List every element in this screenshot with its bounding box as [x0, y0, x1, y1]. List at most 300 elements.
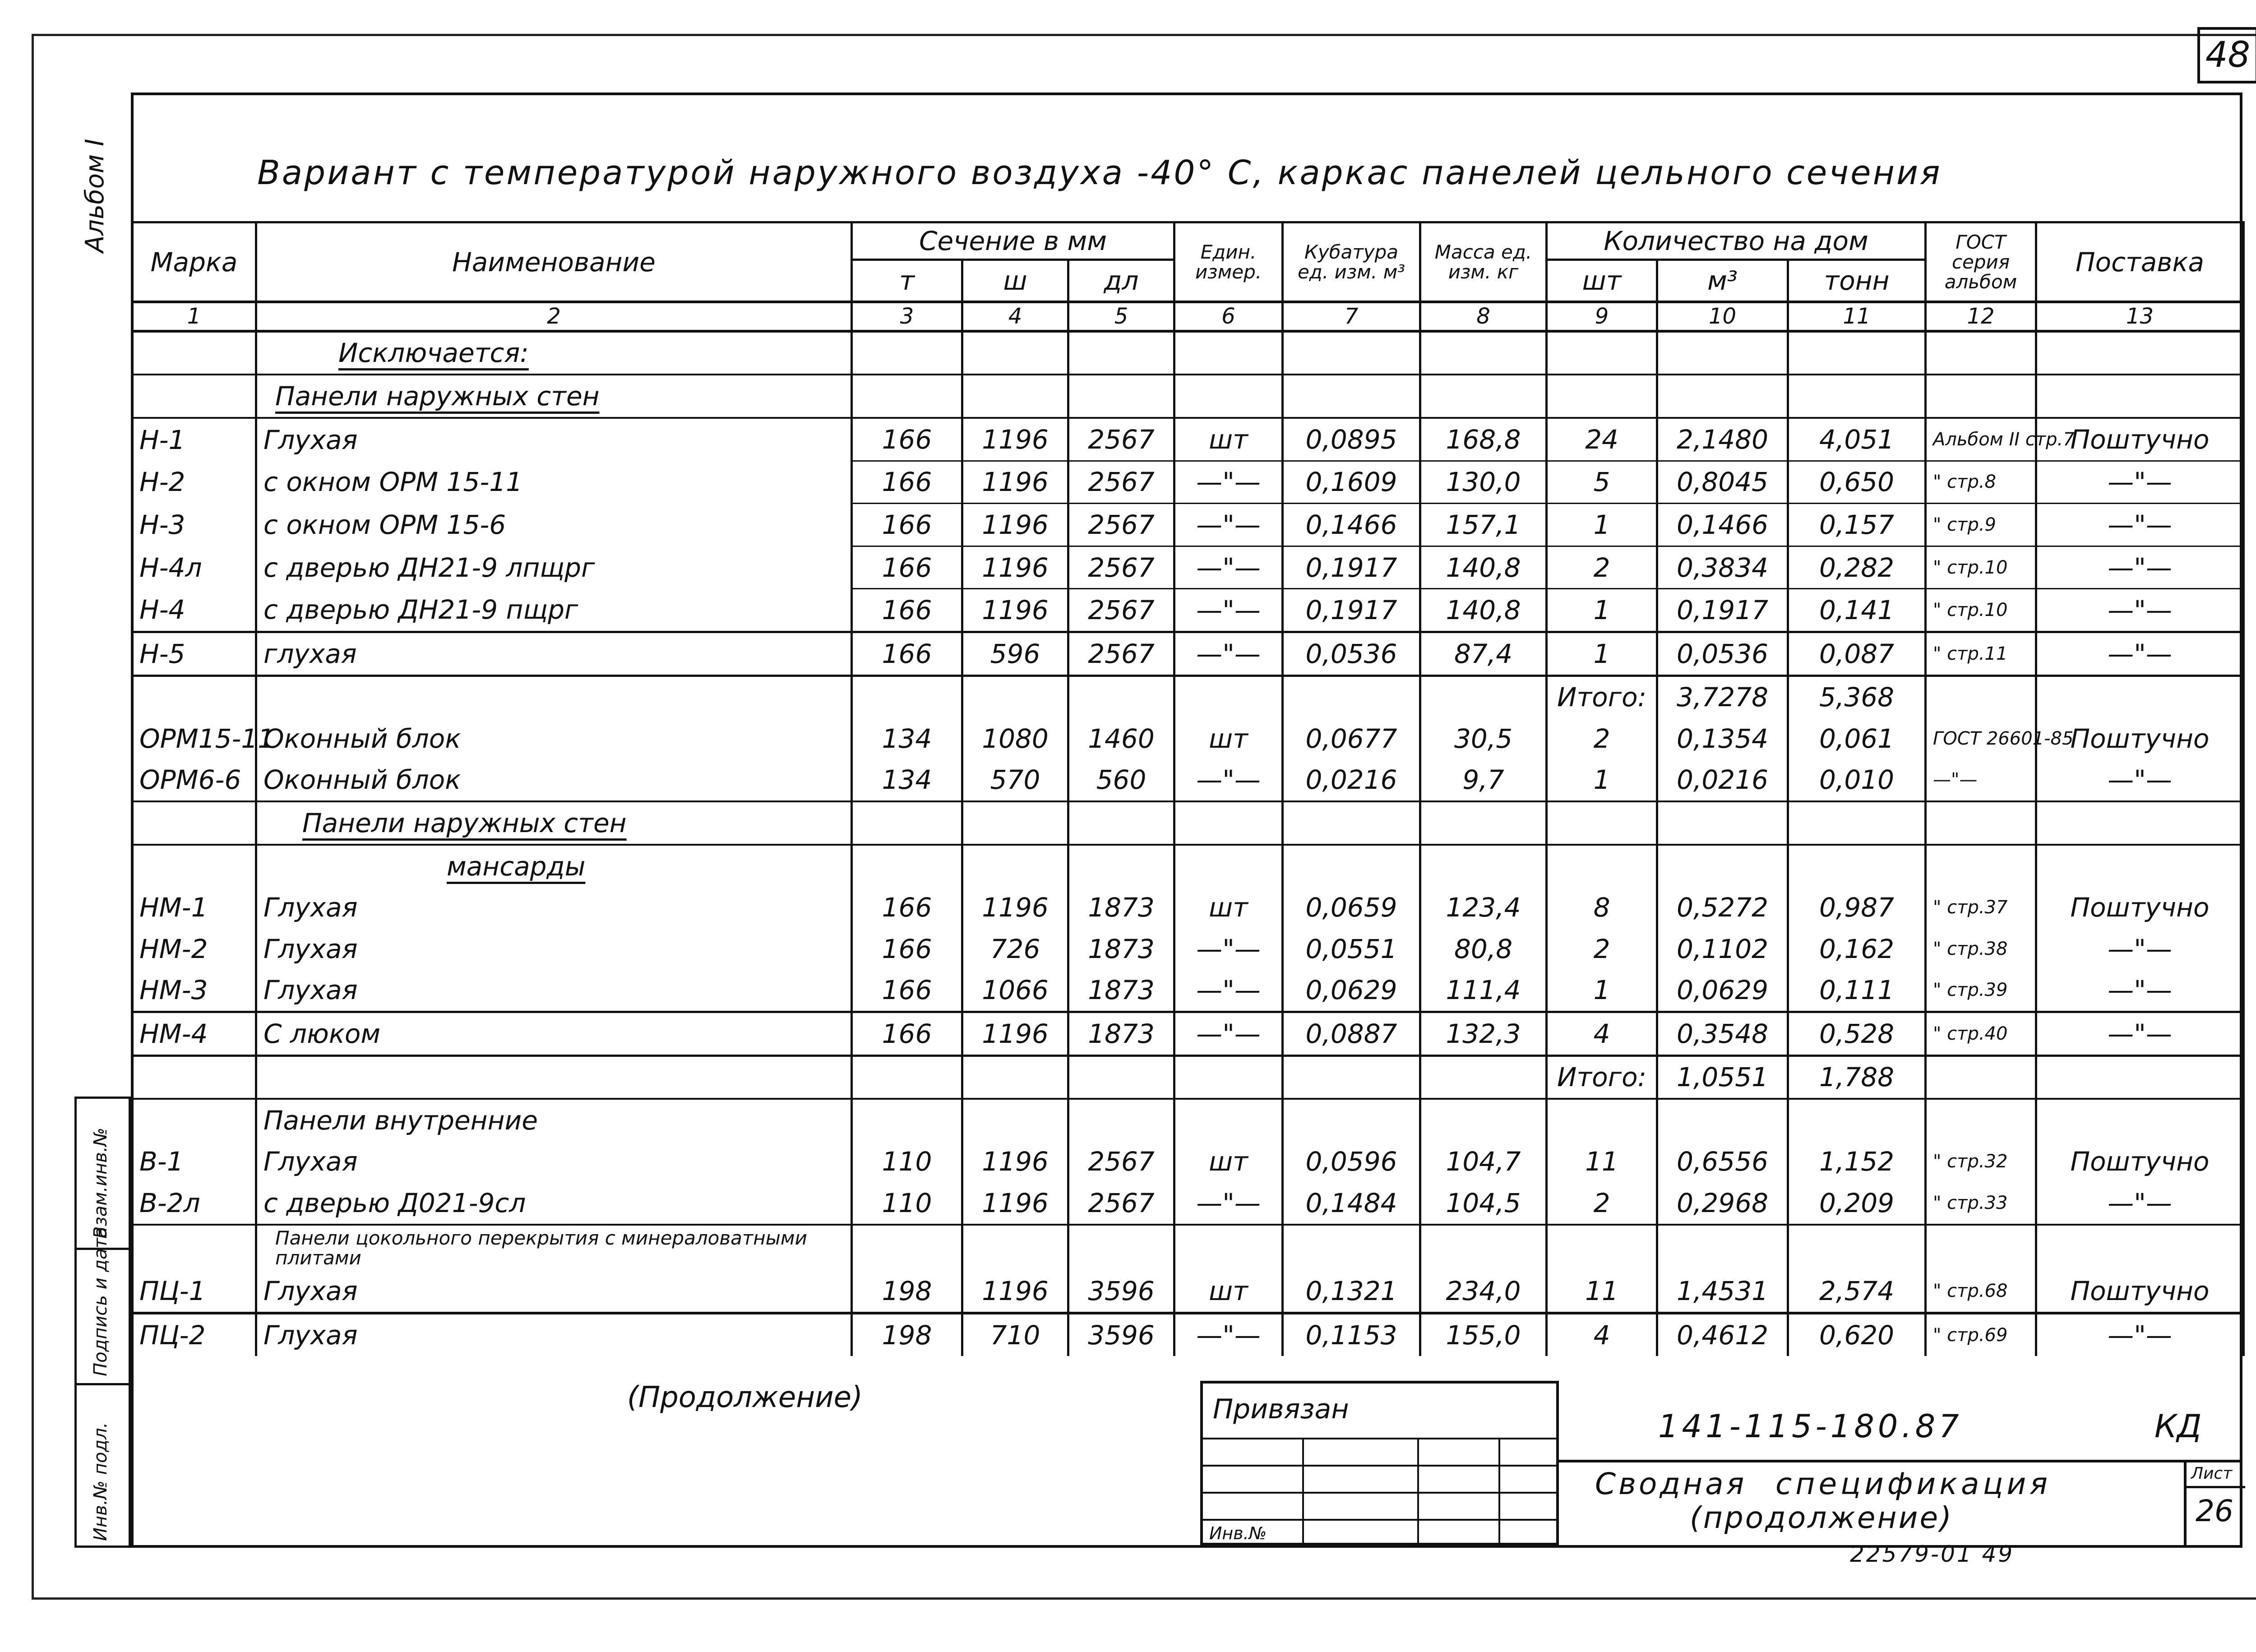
cell-supply-text: —"—	[2108, 552, 2172, 583]
cell-cubic-meters-text: 1,4531	[1677, 1276, 1768, 1307]
cell-cubic-meters	[1657, 632, 1788, 676]
cell-mass-text: 104,7	[1446, 1146, 1521, 1177]
cell-unit	[1174, 461, 1283, 504]
cell-volume-text: 0,0629	[1305, 975, 1397, 1006]
cell-length-text: 3596	[1088, 1276, 1155, 1307]
stamp-grid-line	[1417, 1438, 1419, 1546]
cell-length-text: 560	[1096, 764, 1146, 796]
cell-tons	[1788, 461, 1926, 504]
cell-gost-text: " стр.10	[1933, 600, 2008, 621]
cell-gost	[1926, 845, 2036, 887]
table-row	[132, 418, 2244, 461]
cell-supply	[2036, 1055, 2244, 1099]
cell-gost	[1926, 1099, 2036, 1141]
header-supply: Поставка	[2036, 222, 2244, 302]
cell-pieces	[1547, 887, 1657, 928]
cell-length-text: 1460	[1088, 723, 1155, 754]
cell-gost-text: " стр.38	[1933, 938, 2008, 959]
cell-mass-text: 30,5	[1454, 723, 1513, 754]
header-gost: ГОСТ серия альбом	[1926, 222, 2036, 302]
cell-cubic-meters	[1657, 887, 1788, 928]
cell-length	[1068, 1141, 1174, 1182]
cell-width-text: 1196	[982, 424, 1049, 455]
cell-cubic-meters	[1657, 676, 1788, 718]
cell-thickness	[852, 1225, 962, 1271]
cell-thickness-text: 198	[882, 1320, 932, 1351]
cell-name-text: Исключается:	[338, 338, 529, 369]
column-number-row	[132, 302, 2244, 331]
cell-volume	[1283, 589, 1420, 632]
cell-width-text: 1196	[982, 509, 1049, 540]
cell-unit-text: —"—	[1196, 975, 1261, 1006]
cell-volume-text: 0,1321	[1305, 1276, 1397, 1307]
cell-pieces-text: 1	[1593, 764, 1610, 796]
cell-volume	[1283, 375, 1420, 418]
cell-thickness	[852, 845, 962, 887]
cell-pieces	[1547, 331, 1657, 375]
cell-tons	[1788, 1099, 1926, 1141]
cell-cubic-meters	[1657, 546, 1788, 589]
cell-width	[962, 845, 1068, 887]
cell-tons-text: 0,087	[1819, 638, 1895, 669]
header-quantity: Количество на дом	[1547, 222, 1926, 260]
cell-tons-text: 0,111	[1819, 975, 1895, 1006]
table-row	[132, 801, 2244, 845]
cell-cubic-meters-text: 0,1917	[1677, 595, 1768, 626]
cell-tons-text: 4,051	[1819, 424, 1895, 455]
cell-cubic-meters	[1657, 589, 1788, 632]
cell-name	[256, 1271, 852, 1314]
cell-length	[1068, 1055, 1174, 1099]
cell-name-text: Оконный блок	[264, 723, 461, 754]
cell-width	[962, 1225, 1068, 1271]
cell-thickness	[852, 504, 962, 546]
cell-mark-text: НМ-1	[139, 892, 208, 923]
column-number: 6	[1174, 302, 1283, 331]
cell-width	[962, 1271, 1068, 1314]
cell-length	[1068, 1099, 1174, 1141]
cell-length-text: 3596	[1088, 1320, 1155, 1351]
stamp-grid-line	[1203, 1465, 1556, 1467]
page-number: 48	[2197, 27, 2256, 83]
cell-name	[256, 589, 852, 632]
cell-mark	[132, 1313, 256, 1356]
cell-unit	[1174, 676, 1283, 718]
cell-volume	[1283, 759, 1420, 802]
cell-volume	[1283, 718, 1420, 759]
cell-unit-text: —"—	[1196, 467, 1261, 498]
cell-mass-text: 123,4	[1446, 892, 1521, 923]
cell-pieces-text: 4	[1593, 1320, 1610, 1351]
cell-cubic-meters	[1657, 418, 1788, 461]
cell-unit-text: шт	[1209, 424, 1248, 455]
cell-pieces-text: 2	[1593, 552, 1610, 583]
cell-name	[256, 969, 852, 1012]
cell-tons-text: 1,788	[1819, 1062, 1895, 1093]
cell-tons-text: 0,620	[1819, 1320, 1895, 1351]
cell-unit	[1174, 759, 1283, 802]
cell-gost	[1926, 504, 2036, 546]
cell-volume-text: 0,0677	[1305, 723, 1397, 754]
header-tons: тонн	[1788, 260, 1926, 302]
header-mass: Масса ед. изм. кг	[1420, 222, 1547, 302]
cell-thickness-text: 166	[882, 975, 932, 1006]
cell-unit	[1174, 1055, 1283, 1099]
cell-unit-text: —"—	[1196, 1018, 1261, 1049]
cell-width	[962, 418, 1068, 461]
cell-volume-text: 0,1466	[1305, 509, 1397, 540]
cell-length-text: 2567	[1088, 552, 1155, 583]
cell-volume	[1283, 1012, 1420, 1055]
cell-gost	[1926, 1055, 2036, 1099]
cell-cubic-meters	[1657, 845, 1788, 887]
cell-name	[256, 1313, 852, 1356]
cell-supply-text: Поштучно	[2070, 1146, 2210, 1177]
cell-supply	[2036, 504, 2244, 546]
side-signature-strip	[74, 1097, 131, 1548]
cell-name	[256, 1012, 852, 1055]
cell-pieces-text: 11	[1585, 1276, 1618, 1307]
cell-unit-text: —"—	[1196, 1320, 1261, 1351]
cell-thickness-text: 166	[882, 424, 932, 455]
cell-name-text: с дверью ДН21-9 пщрг	[264, 594, 578, 625]
cell-length-text: 2567	[1088, 1146, 1155, 1177]
cell-length	[1068, 845, 1174, 887]
header-width: ш	[962, 260, 1068, 302]
cell-width	[962, 759, 1068, 802]
cell-length	[1068, 504, 1174, 546]
cell-unit	[1174, 801, 1283, 845]
cell-name	[256, 1099, 852, 1141]
table-row	[132, 887, 2244, 928]
cell-tons	[1788, 887, 1926, 928]
cell-mark	[132, 1271, 256, 1314]
cell-mass	[1420, 887, 1547, 928]
cell-tons	[1788, 504, 1926, 546]
table-row	[132, 1141, 2244, 1182]
cell-mark	[132, 1012, 256, 1055]
cell-length-text: 2567	[1088, 595, 1155, 626]
cell-supply-text: —"—	[2108, 764, 2172, 796]
cell-cubic-meters-text: 0,6556	[1677, 1146, 1768, 1177]
cell-thickness	[852, 375, 962, 418]
table-row	[132, 589, 2244, 632]
cell-thickness-text: 166	[882, 892, 932, 923]
cell-cubic-meters-text: 0,0536	[1677, 638, 1768, 669]
cell-tons	[1788, 589, 1926, 632]
cell-supply	[2036, 1141, 2244, 1182]
cell-thickness-text: 166	[882, 1018, 932, 1049]
cell-tons-text: 0,650	[1819, 467, 1895, 498]
cell-cubic-meters	[1657, 1225, 1788, 1271]
cell-volume-text: 0,0895	[1305, 424, 1397, 455]
cell-gost	[1926, 418, 2075, 461]
cell-supply-text: Поштучно	[2070, 424, 2210, 455]
document-code: 141-115-180.87	[1658, 1408, 1963, 1445]
cell-supply-text: —"—	[2108, 595, 2172, 626]
cell-width	[962, 1313, 1068, 1356]
cell-thickness-text: 166	[882, 552, 932, 583]
side-separator	[77, 1383, 129, 1385]
cell-unit-text: —"—	[1196, 509, 1261, 540]
cell-unit	[1174, 418, 1283, 461]
cell-unit	[1174, 1225, 1283, 1271]
cell-length	[1068, 589, 1174, 632]
cell-width	[962, 1055, 1068, 1099]
cell-volume	[1283, 845, 1420, 887]
cell-supply	[2036, 461, 2244, 504]
cell-name	[256, 887, 852, 928]
cell-length	[1068, 375, 1174, 418]
cell-width-text: 1196	[982, 892, 1049, 923]
cell-tons-text: 1,152	[1819, 1146, 1895, 1177]
cell-supply	[2036, 845, 2244, 887]
cell-length-text: 1873	[1088, 975, 1155, 1006]
cell-width-text: 1196	[982, 1276, 1049, 1307]
cell-name	[256, 375, 852, 418]
cell-supply	[2036, 969, 2244, 1012]
cell-pieces-text: 1	[1593, 975, 1610, 1006]
cell-tons	[1788, 1313, 1926, 1356]
cell-unit	[1174, 718, 1283, 759]
cell-gost	[1926, 1225, 2036, 1271]
cell-width-text: 1196	[982, 1146, 1049, 1177]
cell-gost	[1926, 546, 2036, 589]
cell-cubic-meters	[1657, 331, 1788, 375]
column-number: 11	[1788, 302, 1926, 331]
cell-mark-text: В-2л	[139, 1187, 200, 1218]
cell-pieces	[1547, 632, 1657, 676]
cell-unit	[1174, 632, 1283, 676]
cell-mass	[1420, 1225, 1547, 1271]
cell-unit-text: —"—	[1196, 595, 1261, 626]
cell-mass-text: 234,0	[1446, 1276, 1521, 1307]
table-row	[132, 718, 2244, 759]
cell-mass-text: 130,0	[1446, 467, 1521, 498]
cell-thickness	[852, 759, 962, 802]
cell-mark	[132, 1099, 256, 1141]
cell-mass	[1420, 1182, 1547, 1225]
table-row	[132, 546, 2244, 589]
document-title-word-3: (продолжение)	[1690, 1500, 1953, 1535]
cell-name-text: Глухая	[264, 424, 358, 455]
cell-volume	[1283, 1313, 1420, 1356]
cell-name-text: Глухая	[264, 1146, 358, 1177]
cell-tons	[1788, 969, 1926, 1012]
header-mark: Марка	[132, 222, 256, 302]
cell-length-text: 2567	[1088, 467, 1155, 498]
cell-name-text: Глухая	[264, 1276, 358, 1307]
cell-tons	[1788, 331, 1926, 375]
cell-width	[962, 1099, 1068, 1141]
signature-date-label: Подпись и дата	[90, 1226, 111, 1376]
cell-volume	[1283, 928, 1420, 969]
cell-volume	[1283, 1141, 1420, 1182]
album-label: Альбом I	[80, 139, 110, 253]
cell-length	[1068, 1012, 1174, 1055]
cell-unit	[1174, 928, 1283, 969]
cell-unit	[1174, 375, 1283, 418]
cell-unit	[1174, 1313, 1283, 1356]
table-row	[132, 375, 2244, 418]
cell-mass-text: 168,8	[1446, 424, 1521, 455]
cell-length	[1068, 928, 1174, 969]
cell-pieces	[1547, 1141, 1657, 1182]
cell-cubic-meters-text: 0,0216	[1677, 764, 1768, 796]
cell-mark	[132, 928, 256, 969]
table-row	[132, 1099, 2244, 1141]
cell-mass	[1420, 589, 1547, 632]
cell-mass-text: 132,3	[1446, 1018, 1521, 1049]
cell-mark	[132, 1055, 256, 1099]
cell-volume	[1283, 1182, 1420, 1225]
column-number: 12	[1926, 302, 2036, 331]
cell-tons-text: 0,528	[1819, 1018, 1895, 1049]
cell-width-text: 596	[990, 638, 1040, 669]
cell-gost	[1926, 1012, 2036, 1055]
document-title-word-1: Сводная	[1595, 1467, 1747, 1501]
cell-mark-text: ОРМ15-11	[139, 723, 275, 754]
cell-volume	[1283, 632, 1420, 676]
cell-volume	[1283, 887, 1420, 928]
cell-mark	[132, 845, 256, 887]
cell-gost	[1926, 589, 2036, 632]
cell-gost	[1926, 718, 2074, 759]
cell-length	[1068, 801, 1174, 845]
cell-gost	[1926, 1141, 2036, 1182]
cell-thickness	[852, 461, 962, 504]
cell-mass-text: 140,8	[1446, 595, 1521, 626]
cell-supply-text: Поштучно	[2070, 1276, 2210, 1307]
cell-name-text: Глухая	[264, 933, 358, 964]
cell-supply	[2036, 1271, 2244, 1314]
cell-mark	[132, 375, 256, 418]
cell-mark	[132, 1182, 256, 1225]
cell-mass	[1420, 331, 1547, 375]
cell-name	[256, 1055, 852, 1099]
cell-mass-text: 9,7	[1462, 764, 1504, 796]
cell-tons	[1788, 375, 1926, 418]
cell-unit-text: —"—	[1196, 1187, 1261, 1218]
table-row	[132, 928, 2244, 969]
cell-unit	[1174, 546, 1283, 589]
cell-mark-text: Н-3	[139, 509, 185, 540]
cell-gost-text: " стр.37	[1933, 897, 2008, 918]
column-number: 10	[1657, 302, 1788, 331]
cell-width-text: 1196	[982, 552, 1049, 583]
table-row	[132, 676, 2244, 718]
cell-supply-text: Поштучно	[2070, 892, 2210, 923]
cell-thickness	[852, 1182, 962, 1225]
cell-thickness-text: 110	[882, 1146, 932, 1177]
cell-length	[1068, 718, 1174, 759]
table-row	[132, 845, 2244, 887]
cell-pieces	[1547, 1055, 1657, 1099]
cell-unit	[1174, 969, 1283, 1012]
cell-mark	[132, 887, 256, 928]
cell-cubic-meters-text: 0,0629	[1677, 975, 1768, 1006]
cell-width-text: 1196	[982, 467, 1049, 498]
cell-volume	[1283, 1099, 1420, 1141]
cell-cubic-meters-text: 3,7278	[1677, 682, 1768, 713]
cell-name-text: с дверью Д021-9сл	[264, 1187, 526, 1218]
cell-gost-text: Альбом II стр.7	[1933, 429, 2075, 450]
cell-cubic-meters	[1657, 759, 1788, 802]
cell-mass	[1420, 1099, 1547, 1141]
cell-tons	[1788, 1225, 1926, 1271]
cell-gost-text: " стр.10	[1933, 557, 2008, 578]
cell-gost-text: " стр.8	[1933, 472, 1996, 493]
cell-cubic-meters-text: 2,1480	[1677, 424, 1768, 455]
cell-pieces	[1547, 461, 1657, 504]
cell-tons	[1788, 546, 1926, 589]
cell-mark	[132, 418, 256, 461]
cell-supply	[2036, 1182, 2244, 1225]
column-number: 7	[1283, 302, 1420, 331]
cell-pieces	[1547, 504, 1657, 546]
cell-gost-text: " стр.40	[1933, 1023, 2008, 1044]
cell-width-text: 710	[990, 1320, 1040, 1351]
cell-width	[962, 887, 1068, 928]
cell-volume	[1283, 801, 1420, 845]
cell-unit-text: —"—	[1196, 552, 1261, 583]
table-row	[132, 1182, 2244, 1225]
cell-unit-text: шт	[1209, 723, 1248, 754]
cell-tons-text: 2,574	[1819, 1276, 1895, 1307]
cell-tons	[1788, 676, 1926, 718]
cell-name-text: с окном ОРМ 15-11	[264, 467, 523, 498]
cell-mark	[132, 461, 256, 504]
inv-podl-label: Инв.№ подл.	[90, 1422, 111, 1541]
cell-width	[962, 375, 1068, 418]
cell-mass-text: 155,0	[1446, 1320, 1521, 1351]
cell-mass	[1420, 375, 1547, 418]
cell-cubic-meters-text: 0,5272	[1677, 892, 1768, 923]
binding-stamp	[1200, 1381, 1559, 1546]
cell-cubic-meters	[1657, 718, 1788, 759]
cell-tons	[1788, 418, 1926, 461]
cell-pieces	[1547, 1271, 1657, 1314]
cell-cubic-meters	[1657, 969, 1788, 1012]
cell-name	[256, 504, 852, 546]
cell-name	[256, 418, 852, 461]
table-row	[132, 759, 2244, 802]
cell-gost	[1926, 969, 2036, 1012]
cell-gost-text: " стр.9	[1933, 514, 1996, 535]
cell-width	[962, 928, 1068, 969]
cell-supply-text: —"—	[2108, 1018, 2172, 1049]
cell-pieces	[1547, 676, 1657, 718]
cell-volume-text: 0,1153	[1305, 1320, 1397, 1351]
cell-pieces	[1547, 1099, 1657, 1141]
cell-name	[256, 461, 852, 504]
column-number: 5	[1068, 302, 1174, 331]
cell-length-text: 1873	[1088, 1018, 1155, 1049]
cell-supply	[2036, 676, 2244, 718]
cell-length	[1068, 418, 1174, 461]
cell-thickness	[852, 418, 962, 461]
cell-name-text: мансарды	[447, 851, 586, 882]
cell-width	[962, 461, 1068, 504]
cell-supply-text: Поштучно	[2070, 723, 2210, 754]
cell-gost	[1926, 1313, 2036, 1356]
cell-length-text: 1873	[1088, 892, 1155, 923]
cell-mass-text: 87,4	[1454, 638, 1513, 669]
sheet-number: 26	[2196, 1494, 2233, 1528]
cell-pieces	[1547, 1182, 1657, 1225]
cell-pieces	[1547, 1313, 1657, 1356]
cell-cubic-meters	[1657, 928, 1788, 969]
